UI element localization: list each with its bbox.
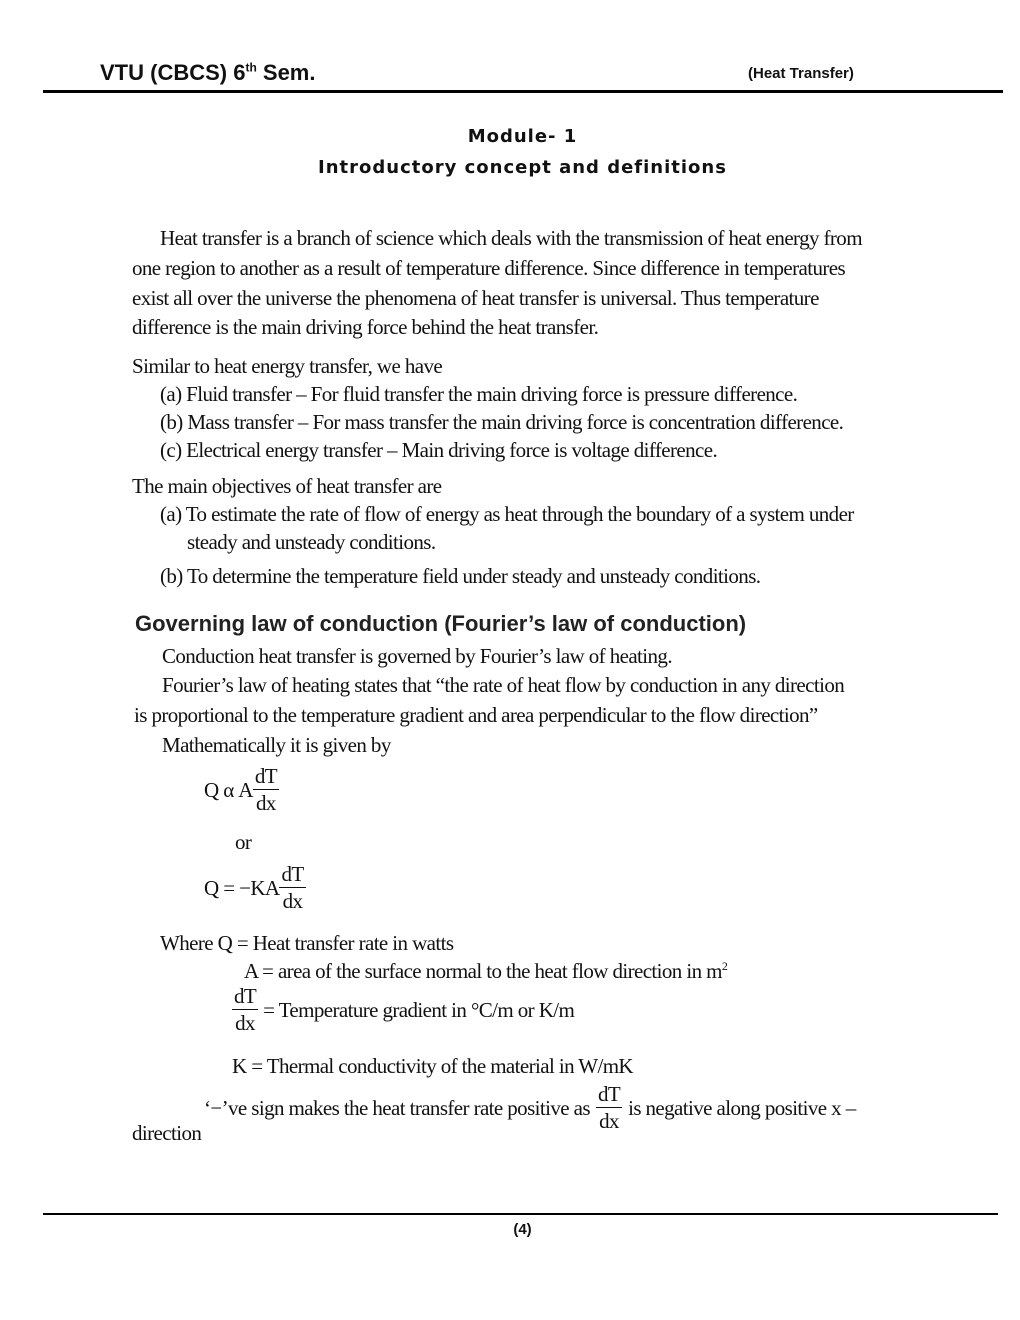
section-line-3: is proportional to the temperature gradient and area perpendicular to the flow direction” <box>134 703 818 727</box>
or-text: or <box>235 830 252 854</box>
def-q: Where Q = Heat transfer rate in watts <box>160 931 454 955</box>
numerator: dT <box>281 862 304 886</box>
equation-fourier <box>204 864 306 912</box>
denominator: dx <box>235 1011 255 1035</box>
header-course-title <box>100 60 315 86</box>
equation-proportional <box>204 766 279 814</box>
header-subject: (Heat Transfer) <box>748 65 854 82</box>
intro-line-2: one region to another as a result of temperature difference. Since difference in temperatures <box>132 256 846 280</box>
intro-line-3: exist all over the universe the phenomena of heat transfer is universal. Thus temperature <box>132 286 819 310</box>
fraction-dT-dx <box>596 1084 622 1132</box>
fraction-dT-dx <box>232 986 258 1034</box>
def-a <box>244 959 727 984</box>
section-line-1: Conduction heat transfer is governed by Fourier’s law of heating. <box>162 644 672 668</box>
def-k: K = Thermal conductivity of the material in W/mK <box>232 1054 633 1078</box>
def-gradient-text: = Temperature gradient in °C/m or K/m <box>263 997 575 1022</box>
objective-b: (b) To determine the temperature field under steady and unsteady conditions. <box>160 564 761 588</box>
denominator: dx <box>282 889 303 913</box>
module-subtitle: Introductory concept and definitions <box>318 157 727 178</box>
sign-note-tail: direction <box>132 1121 202 1145</box>
section-line-2: Fourier’s law of heating states that “the rate of heat flow by conduction in any direction <box>162 673 845 697</box>
module-title: Module- 1 <box>467 126 578 147</box>
similar-item-a: (a) Fluid transfer – For fluid transfer the main driving force is pressure difference. <box>160 382 798 406</box>
similar-lead: Similar to heat energy transfer, we have <box>132 354 443 378</box>
header-rule <box>43 90 1003 93</box>
section-line-4: Mathematically it is given by <box>162 733 391 757</box>
def-a-text: A = area of the surface normal to the heat flow direction in m <box>244 959 722 983</box>
denominator: dx <box>599 1109 619 1133</box>
similar-item-b: (b) Mass transfer – For mass transfer the main driving force is concentration difference. <box>160 410 844 434</box>
objectives-lead: The main objectives of heat transfer are <box>132 474 442 498</box>
section-heading: Governing law of conduction (Fourier’s law of conduction) <box>135 611 747 636</box>
numerator: dT <box>234 984 257 1008</box>
fraction-dT-dx <box>279 864 305 912</box>
intro-line-1: Heat transfer is a branch of science which deals with the transmission of heat energy from <box>160 226 862 250</box>
footer-rule <box>43 1213 998 1215</box>
fraction-dT-dx <box>253 766 279 814</box>
sign-note-left: ‘−’ve sign makes the heat transfer rate positive as <box>204 1095 590 1120</box>
def-a-sup: 2 <box>721 959 728 973</box>
intro-line-4: difference is the main driving force behind the heat transfer. <box>132 315 599 339</box>
numerator: dT <box>254 764 277 788</box>
similar-item-c: (c) Electrical energy transfer – Main driving force is voltage difference. <box>160 438 718 462</box>
sign-note-right: is negative along positive x – <box>628 1095 856 1120</box>
eq1-lhs: Q α A <box>204 777 253 802</box>
course-text: VTU (CBCS) 6 <box>100 60 246 85</box>
numerator: dT <box>597 1082 621 1106</box>
def-gradient <box>232 986 574 1034</box>
objective-a: (a) To estimate the rate of flow of energy as heat through the boundary of a system under <box>160 502 854 526</box>
objective-a-cont: steady and unsteady conditions. <box>187 530 436 554</box>
superscript-th: th <box>245 60 257 75</box>
denominator: dx <box>256 791 276 815</box>
eq2-lhs: Q = −KA <box>204 875 280 900</box>
sem-text: Sem. <box>256 60 316 85</box>
sign-note <box>204 1084 856 1132</box>
page-number: (4) <box>513 1221 532 1238</box>
